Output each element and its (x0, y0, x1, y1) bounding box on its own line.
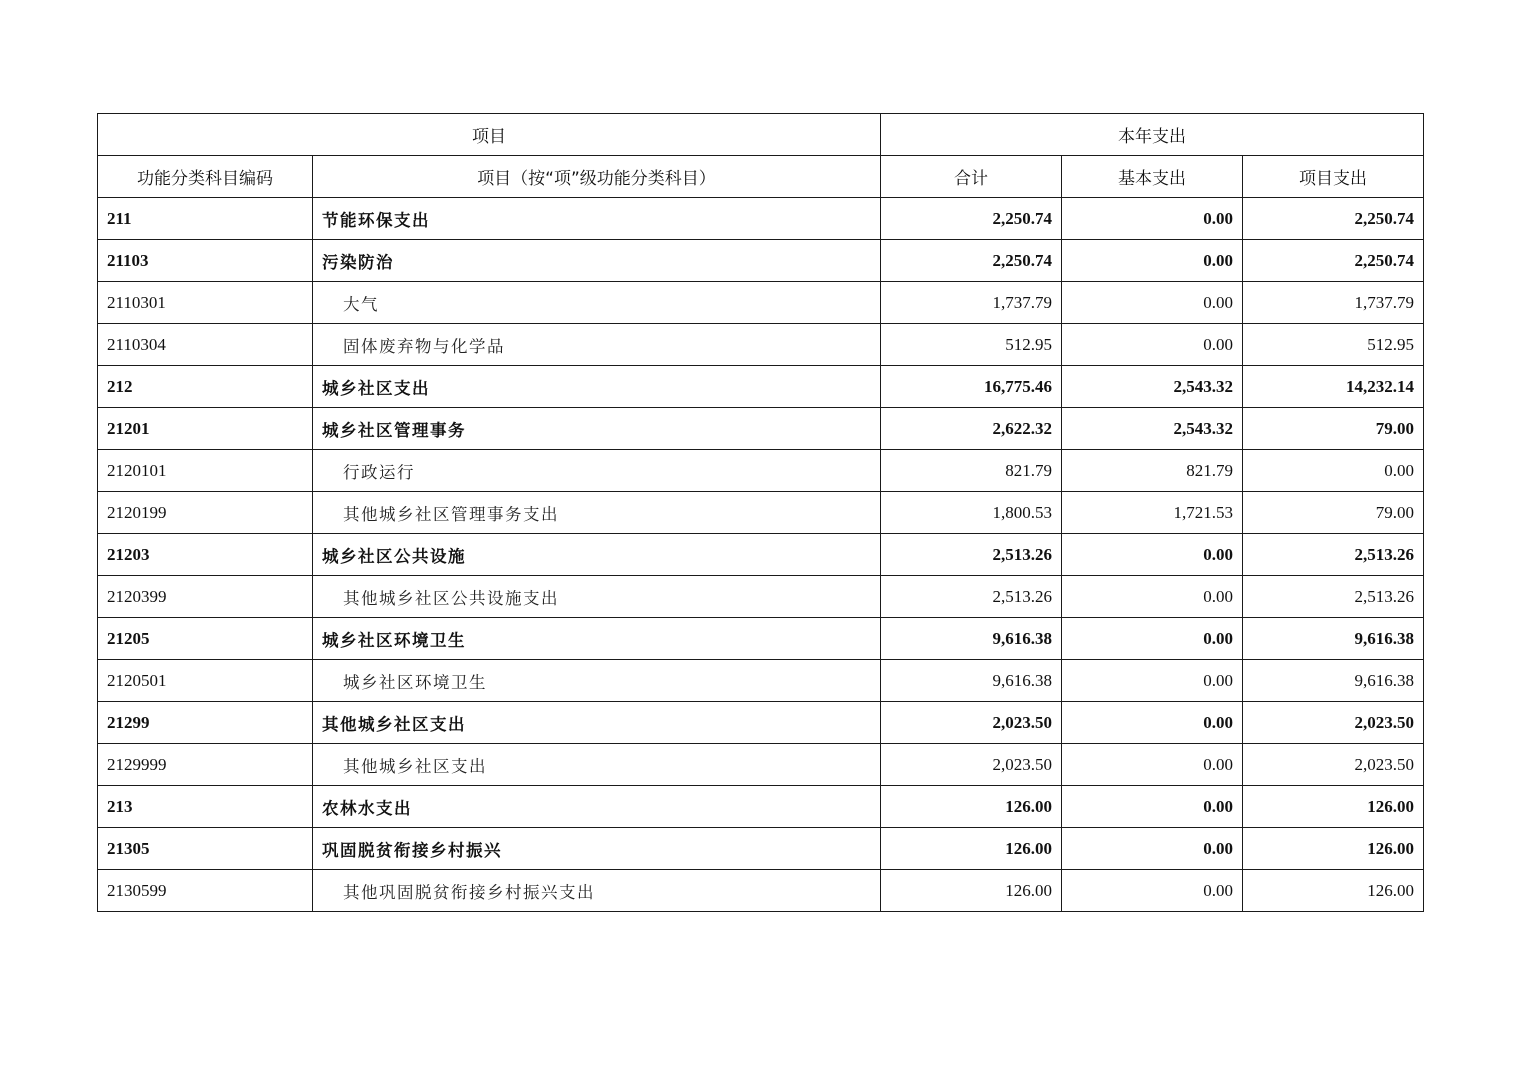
row-name: 污染防治 (313, 240, 881, 282)
row-total: 821.79 (881, 450, 1062, 492)
table-row (98, 576, 1424, 618)
row-code: 21305 (98, 828, 313, 870)
table-row (98, 786, 1424, 828)
table-row (98, 660, 1424, 702)
row-project: 2,023.50 (1243, 744, 1424, 786)
row-project: 2,250.74 (1243, 198, 1424, 240)
table-body (98, 198, 1424, 912)
row-total: 126.00 (881, 870, 1062, 912)
table-row (98, 744, 1424, 786)
row-basic: 0.00 (1062, 744, 1243, 786)
row-total: 2,513.26 (881, 534, 1062, 576)
row-code: 213 (98, 786, 313, 828)
row-basic: 0.00 (1062, 576, 1243, 618)
row-project: 2,513.26 (1243, 534, 1424, 576)
row-project: 9,616.38 (1243, 618, 1424, 660)
row-basic: 0.00 (1062, 324, 1243, 366)
row-name: 城乡社区环境卫生 (313, 618, 881, 660)
row-basic: 0.00 (1062, 240, 1243, 282)
row-project: 126.00 (1243, 828, 1424, 870)
row-project: 79.00 (1243, 492, 1424, 534)
row-project: 2,250.74 (1243, 240, 1424, 282)
row-basic: 0.00 (1062, 660, 1243, 702)
row-basic: 1,721.53 (1062, 492, 1243, 534)
row-name: 大气 (313, 282, 881, 324)
row-project: 2,513.26 (1243, 576, 1424, 618)
row-name: 其他城乡社区支出 (313, 702, 881, 744)
row-total: 2,023.50 (881, 702, 1062, 744)
row-project: 2,023.50 (1243, 702, 1424, 744)
row-name: 固体废弃物与化学品 (313, 324, 881, 366)
table-row (98, 282, 1424, 324)
row-code: 21201 (98, 408, 313, 450)
header-total: 合计 (881, 156, 1062, 198)
table-row (98, 450, 1424, 492)
header-basic: 基本支出 (1062, 156, 1243, 198)
table-row (98, 240, 1424, 282)
row-name: 城乡社区管理事务 (313, 408, 881, 450)
row-total: 9,616.38 (881, 660, 1062, 702)
row-basic: 2,543.32 (1062, 408, 1243, 450)
row-code: 2120101 (98, 450, 313, 492)
row-name: 节能环保支出 (313, 198, 881, 240)
row-total: 1,737.79 (881, 282, 1062, 324)
row-project: 9,616.38 (1243, 660, 1424, 702)
row-project: 126.00 (1243, 870, 1424, 912)
row-name: 其他城乡社区支出 (313, 744, 881, 786)
row-project: 0.00 (1243, 450, 1424, 492)
row-basic: 0.00 (1062, 198, 1243, 240)
header-current-year: 本年支出 (881, 114, 1424, 156)
header-project: 项目支出 (1243, 156, 1424, 198)
row-basic: 0.00 (1062, 702, 1243, 744)
row-basic: 2,543.32 (1062, 366, 1243, 408)
row-project: 14,232.14 (1243, 366, 1424, 408)
row-total: 1,800.53 (881, 492, 1062, 534)
expenditure-table (97, 113, 1424, 912)
row-project: 126.00 (1243, 786, 1424, 828)
row-basic: 821.79 (1062, 450, 1243, 492)
header-code: 功能分类科目编码 (98, 156, 313, 198)
row-total: 16,775.46 (881, 366, 1062, 408)
row-code: 211 (98, 198, 313, 240)
row-basic: 0.00 (1062, 828, 1243, 870)
expenditure-table-container (97, 113, 1423, 912)
row-basic: 0.00 (1062, 618, 1243, 660)
row-name: 其他城乡社区管理事务支出 (313, 492, 881, 534)
row-name: 行政运行 (313, 450, 881, 492)
row-code: 21205 (98, 618, 313, 660)
row-total: 126.00 (881, 786, 1062, 828)
row-code: 21299 (98, 702, 313, 744)
header-item: 项目 (98, 114, 881, 156)
header-name: 项目（按“项”级功能分类科目） (313, 156, 881, 198)
table-row (98, 828, 1424, 870)
row-code: 2110304 (98, 324, 313, 366)
row-total: 126.00 (881, 828, 1062, 870)
table-row (98, 534, 1424, 576)
table-row (98, 408, 1424, 450)
row-total: 9,616.38 (881, 618, 1062, 660)
row-basic: 0.00 (1062, 282, 1243, 324)
row-total: 2,250.74 (881, 198, 1062, 240)
row-name: 其他巩固脱贫衔接乡村振兴支出 (313, 870, 881, 912)
row-code: 2120199 (98, 492, 313, 534)
row-basic: 0.00 (1062, 786, 1243, 828)
row-code: 21103 (98, 240, 313, 282)
row-name: 农林水支出 (313, 786, 881, 828)
row-name: 城乡社区公共设施 (313, 534, 881, 576)
row-name: 其他城乡社区公共设施支出 (313, 576, 881, 618)
table-row (98, 702, 1424, 744)
table-row (98, 618, 1424, 660)
row-code: 2120399 (98, 576, 313, 618)
row-code: 2129999 (98, 744, 313, 786)
row-code: 2110301 (98, 282, 313, 324)
row-name: 城乡社区环境卫生 (313, 660, 881, 702)
row-project: 1,737.79 (1243, 282, 1424, 324)
table-row (98, 198, 1424, 240)
table-row (98, 324, 1424, 366)
row-total: 2,023.50 (881, 744, 1062, 786)
row-code: 2120501 (98, 660, 313, 702)
row-basic: 0.00 (1062, 534, 1243, 576)
row-name: 城乡社区支出 (313, 366, 881, 408)
row-project: 512.95 (1243, 324, 1424, 366)
table-row (98, 492, 1424, 534)
row-code: 21203 (98, 534, 313, 576)
row-basic: 0.00 (1062, 870, 1243, 912)
row-total: 2,622.32 (881, 408, 1062, 450)
row-name: 巩固脱贫衔接乡村振兴 (313, 828, 881, 870)
header-group-row (98, 114, 1424, 156)
row-total: 2,250.74 (881, 240, 1062, 282)
table-row (98, 366, 1424, 408)
row-code: 212 (98, 366, 313, 408)
row-code: 2130599 (98, 870, 313, 912)
table-row (98, 870, 1424, 912)
row-project: 79.00 (1243, 408, 1424, 450)
header-columns-row (98, 156, 1424, 198)
row-total: 2,513.26 (881, 576, 1062, 618)
row-total: 512.95 (881, 324, 1062, 366)
